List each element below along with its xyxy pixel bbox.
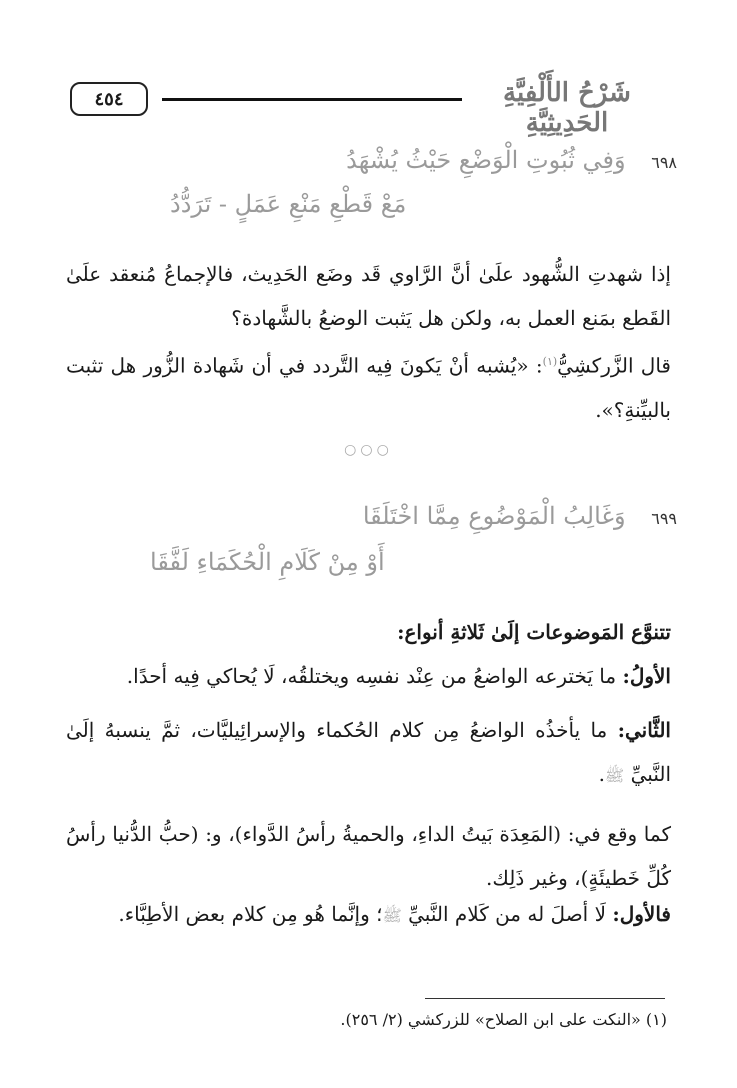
verse-number: ٦٩٩ xyxy=(651,509,677,528)
running-title: شَرْحُ الأَلْفِيَّةِ الحَدِيثِيَّةِ xyxy=(503,78,631,138)
period: . xyxy=(598,762,605,786)
item-label: الأولُ: xyxy=(622,664,671,688)
item-text: لَا أصلَ له من كَلام النَّبيِّ xyxy=(408,902,613,926)
verse-line-first xyxy=(346,146,677,174)
quote-text: : «يُشبه أنْ يَكونَ فِيه التَّردد في أن شَهادة الزُّور هل تثبت بالبيِّنةِ؟». xyxy=(66,353,671,422)
verse-number: ٦٩٨ xyxy=(651,153,677,172)
item-label: الثَّاني: xyxy=(617,718,671,742)
paragraph-first-type xyxy=(66,654,671,698)
verse-hemistich-1: وَغَالِبُ الْمَوْضُوعِ مِمَّا اخْتَلَقَا xyxy=(362,502,626,530)
paragraph-examples: كما وقع في: (المَعِدَة بَيتُ الداءِ، والحميةُ رأسُ الدَّواء)، و: (حبُّ الدُّنيا رأسُ كُلِّ خَطيئَةٍ)، وغير ذَلِك. xyxy=(66,822,671,890)
footnote-separator xyxy=(425,998,665,999)
paragraph-second-type xyxy=(66,708,671,798)
paragraph-types-heading: تتنوَّع المَوضوعات إلَىٰ ثَلاثةِ أنواع: xyxy=(397,620,671,644)
footnote-marker[interactable]: (١) xyxy=(542,355,558,368)
item-label: فالأول: xyxy=(612,902,671,926)
paragraph-first-ruling xyxy=(66,892,671,938)
section-divider-ornament: ○○○ xyxy=(344,442,393,458)
paragraph-zarkashi-quote xyxy=(66,340,671,432)
item-text: ما يأخذُه الواضعُ مِن كلام الحُكماء والإسرائِيليَّات، ثمَّ ينسبهُ إلَىٰ النَّبيِّ xyxy=(66,718,671,786)
item-text-end: ؛ وإنَّما هُو مِن كلام بعض الأطِبَّاء. xyxy=(118,902,383,926)
honorific-glyph: ﷺ xyxy=(382,906,402,925)
verse-line-second: مَعْ قَطْعِ مَنْعِ عَمَلٍ - تَرَدُّدُ xyxy=(170,190,407,218)
verse-line-first xyxy=(363,502,677,530)
verse-line-second: أَوْ مِنْ كَلَامِ الْحُكَمَاءِ لَفَّقَا xyxy=(150,548,385,576)
verse-hemistich-1: وَفِي ثُبُوتِ الْوَضْعِ حَيْثُ يُشْهَدُ xyxy=(346,146,626,174)
page-header xyxy=(62,78,672,138)
header-rule xyxy=(162,98,462,101)
footnote: (١) «النكت على ابن الصلاح» للزركشي (٢/ ٢٥٦). xyxy=(340,1010,667,1029)
honorific-glyph: ﷺ xyxy=(604,766,625,785)
quote-lead: قال الزَّركشِيُّ xyxy=(557,353,671,378)
paragraph-testimony: إذا شهدتِ الشُّهود علَىٰ أنَّ الرَّاوي قَد وضَع الحَدِيث، فالإجماعُ مُنعقد علَىٰ القَطع بمَنع العمل به، ولكن هل يَثبت الوضعُ بالشَّهادة؟ xyxy=(66,262,671,330)
page-number-badge: ٤٥٤ xyxy=(70,82,148,116)
item-text: ما يَخترعه الواضعُ من عِنْد نفسِه ويختلقُه، لَا يُحاكي فِيه أحدًا. xyxy=(126,664,623,688)
